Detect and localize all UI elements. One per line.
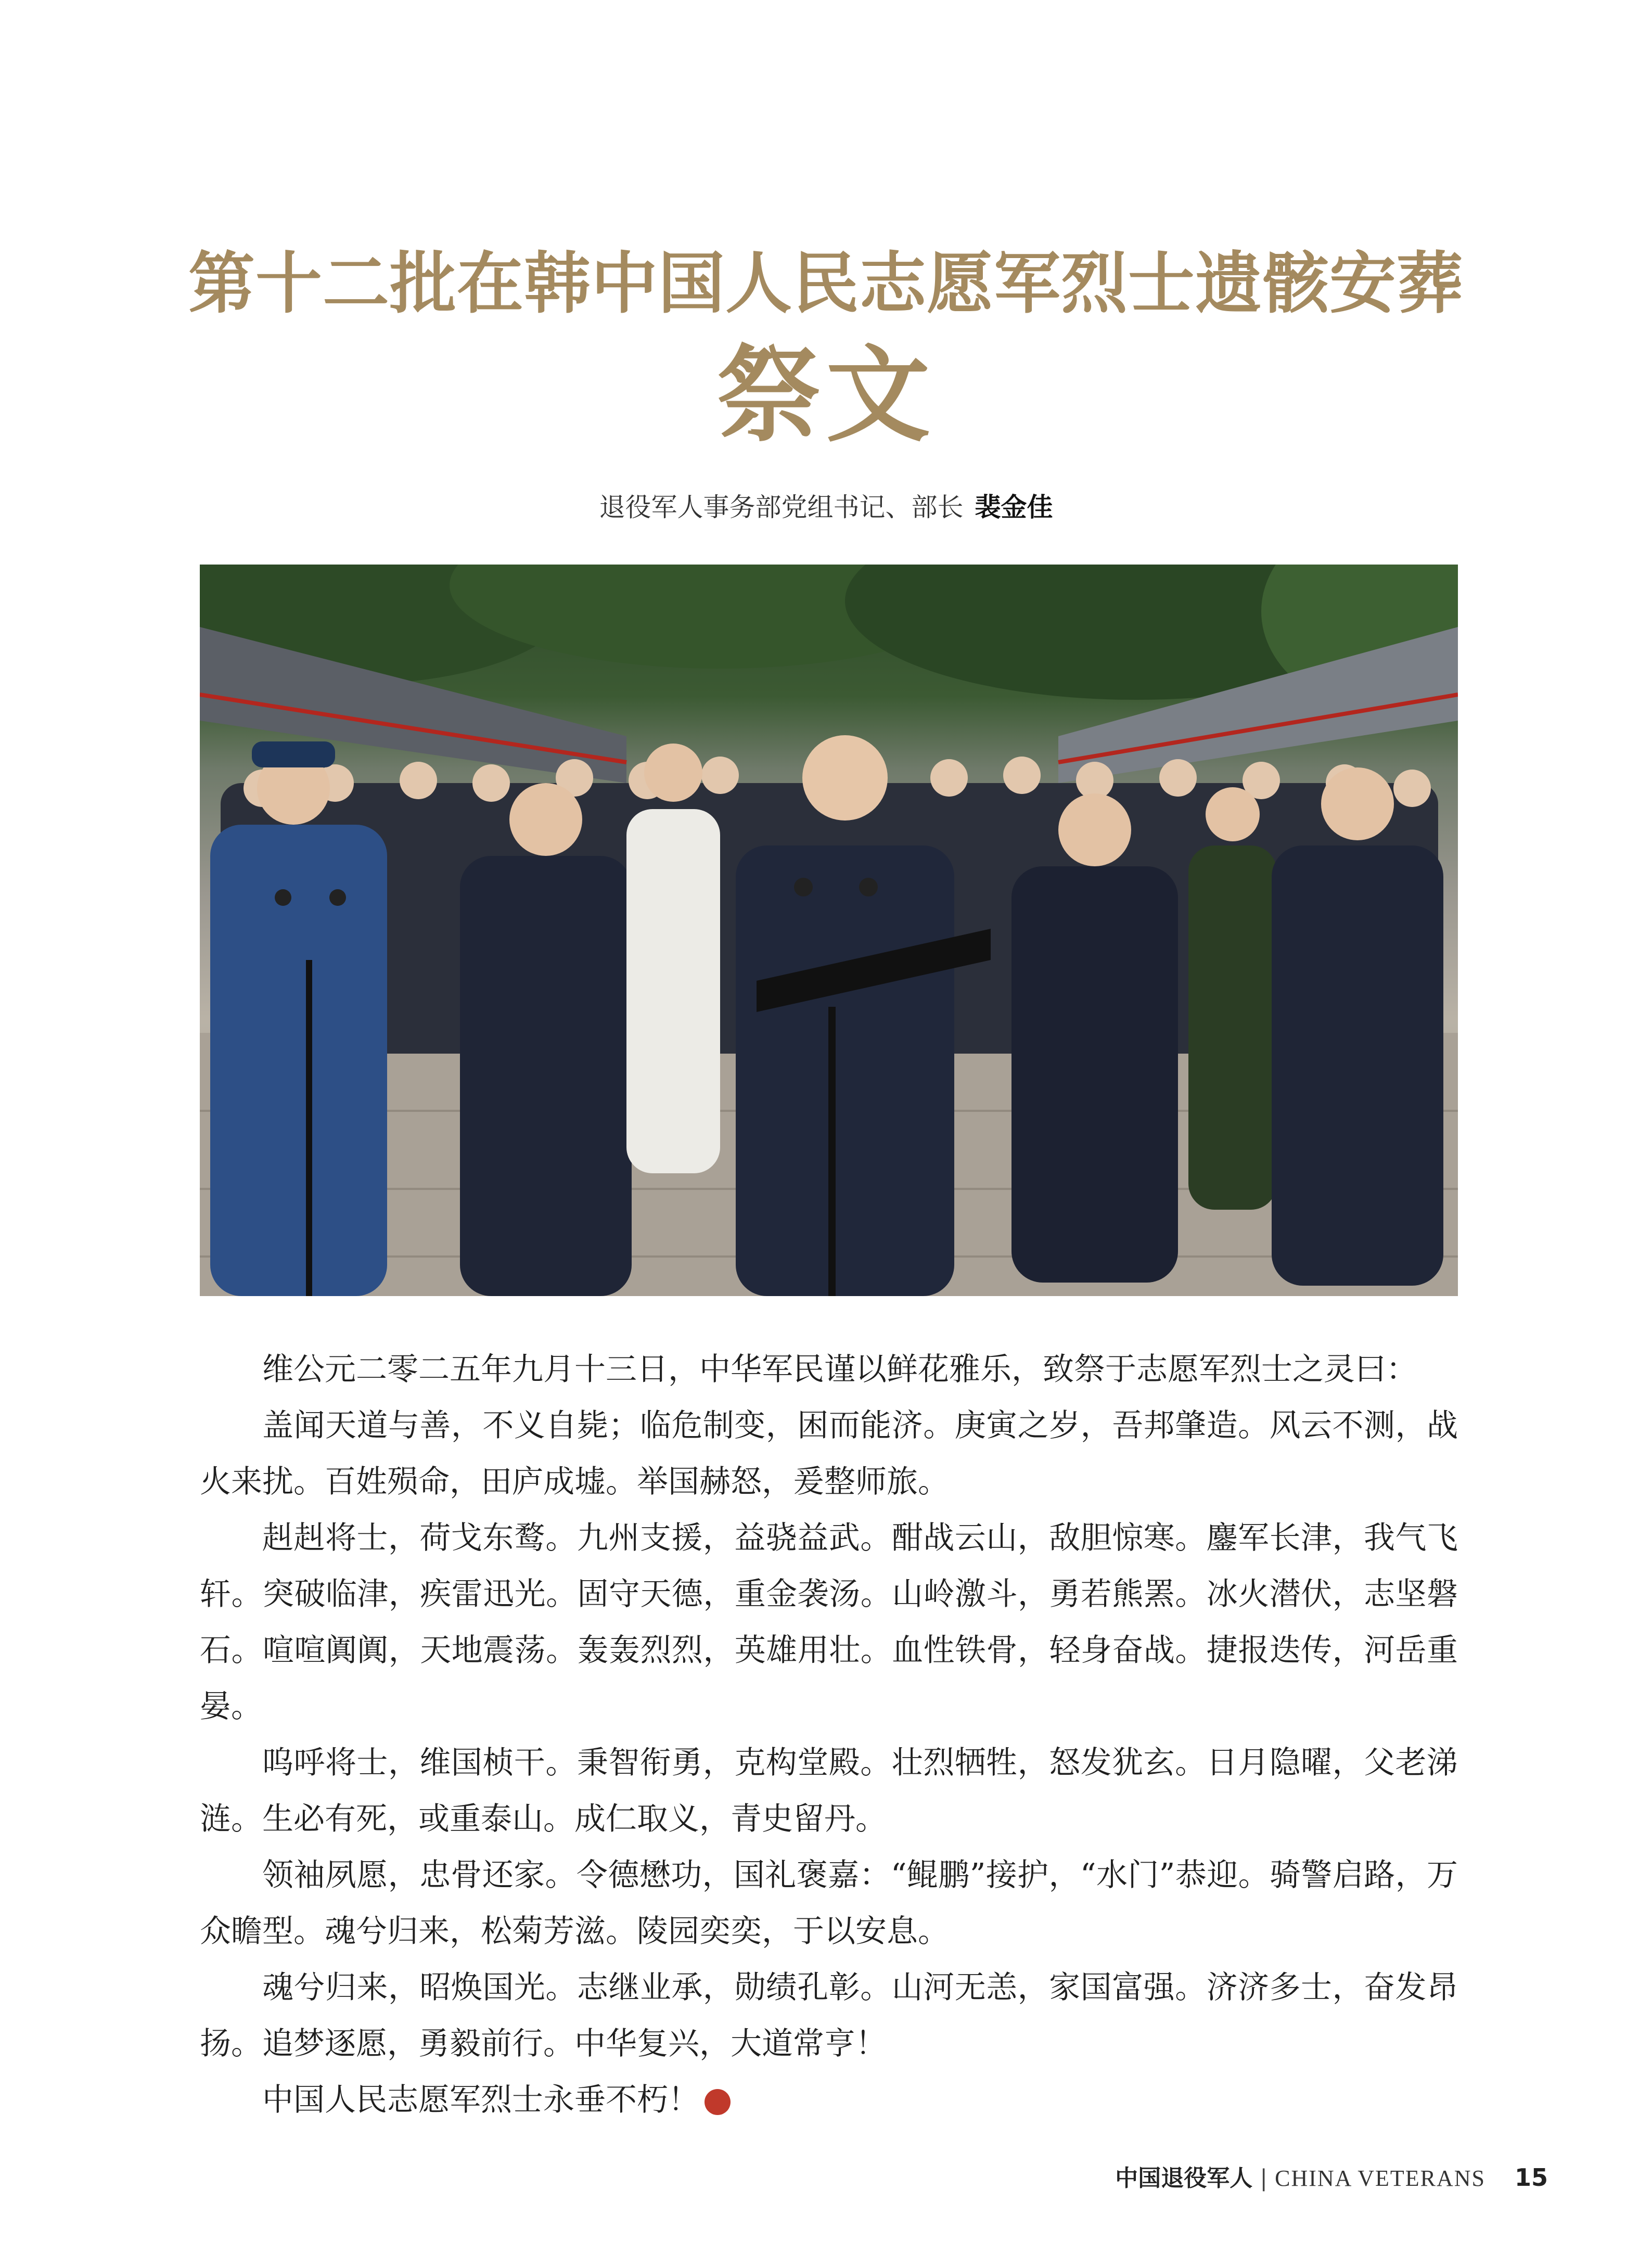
title-line-1: 第十二批在韩中国人民志愿军烈士遗骸安葬 <box>188 245 1464 323</box>
eulogy-closing <box>200 2072 1458 2128</box>
end-mark-icon: V <box>705 2089 731 2115</box>
byline-name: 裴金佳 <box>975 492 1053 522</box>
page-footer <box>1115 2162 1548 2194</box>
byline-role: 退役军人事务部党组书记、部长 <box>599 492 964 522</box>
eulogy-paragraph-5: 领袖夙愿，忠骨还家。令德懋功，国礼褒嘉：“鲲鹏”接护，“水门”恭迎。骑警启路，万众瞻型。魂兮归来，松菊芳滋。陵园奕奕，于以安息。 <box>200 1857 1458 1950</box>
eulogy-paragraph-1: 维公元二零二五年九月十三日，中华军民谨以鲜花雅乐，致祭于志愿军烈士之灵曰： <box>262 1351 1417 1388</box>
byline <box>0 489 1652 526</box>
title-line-2: 祭文 <box>716 334 936 456</box>
eulogy-paragraph-2: 盖闻天道与善，不义自毙；临危制变，困而能济。庚寅之岁，吾邦肇造。风云不测，战火来扰。百姓殒命，田庐成墟。举国赫怒，爰整师旅。 <box>200 1407 1458 1500</box>
footer-separator: | <box>1260 2165 1268 2192</box>
eulogy-body <box>200 1341 1458 2128</box>
ceremony-photo-illustration <box>200 565 1458 1296</box>
eulogy-paragraph-4: 呜呼将士，维国桢干。秉智衔勇，克构堂殿。壮烈牺牲，怒发犹玄。日月隐曜，父老涕涟。生必有死，或重泰山。成仁取义，青史留丹。 <box>200 1745 1458 1837</box>
magazine-name-en: CHINA VETERANS <box>1275 2166 1485 2191</box>
eulogy-paragraph-6: 魂兮归来，昭焕国光。志继业承，勋绩孔彰。山河无恙，家国富强。济济多士，奋发昂扬。追梦逐愿，勇毅前行。中华复兴，大道常亨！ <box>200 1969 1458 2062</box>
closing-text: 中国人民志愿军烈士永垂不朽！ <box>262 2082 699 2118</box>
page-number: 15 <box>1514 2163 1548 2192</box>
eulogy-paragraph-3: 赳赳将士，荷戈东鹜。九州支援，益骁益武。酣战云山，敌胆惊寒。鏖军长津，我气飞轩。突破临津，疾雷迅光。固守天德，重金袭汤。山岭激斗，勇若熊罴。冰火潜伏，志坚磐石。喧喧阗阗，天地震荡。轰轰烈烈，英雄用壮。血性铁骨，轻身奋战。捷报迭传，河岳重晏。 <box>200 1520 1458 1725</box>
magazine-name-cn: 中国退役军人 <box>1115 2165 1253 2192</box>
ceremony-photo <box>200 565 1458 1296</box>
